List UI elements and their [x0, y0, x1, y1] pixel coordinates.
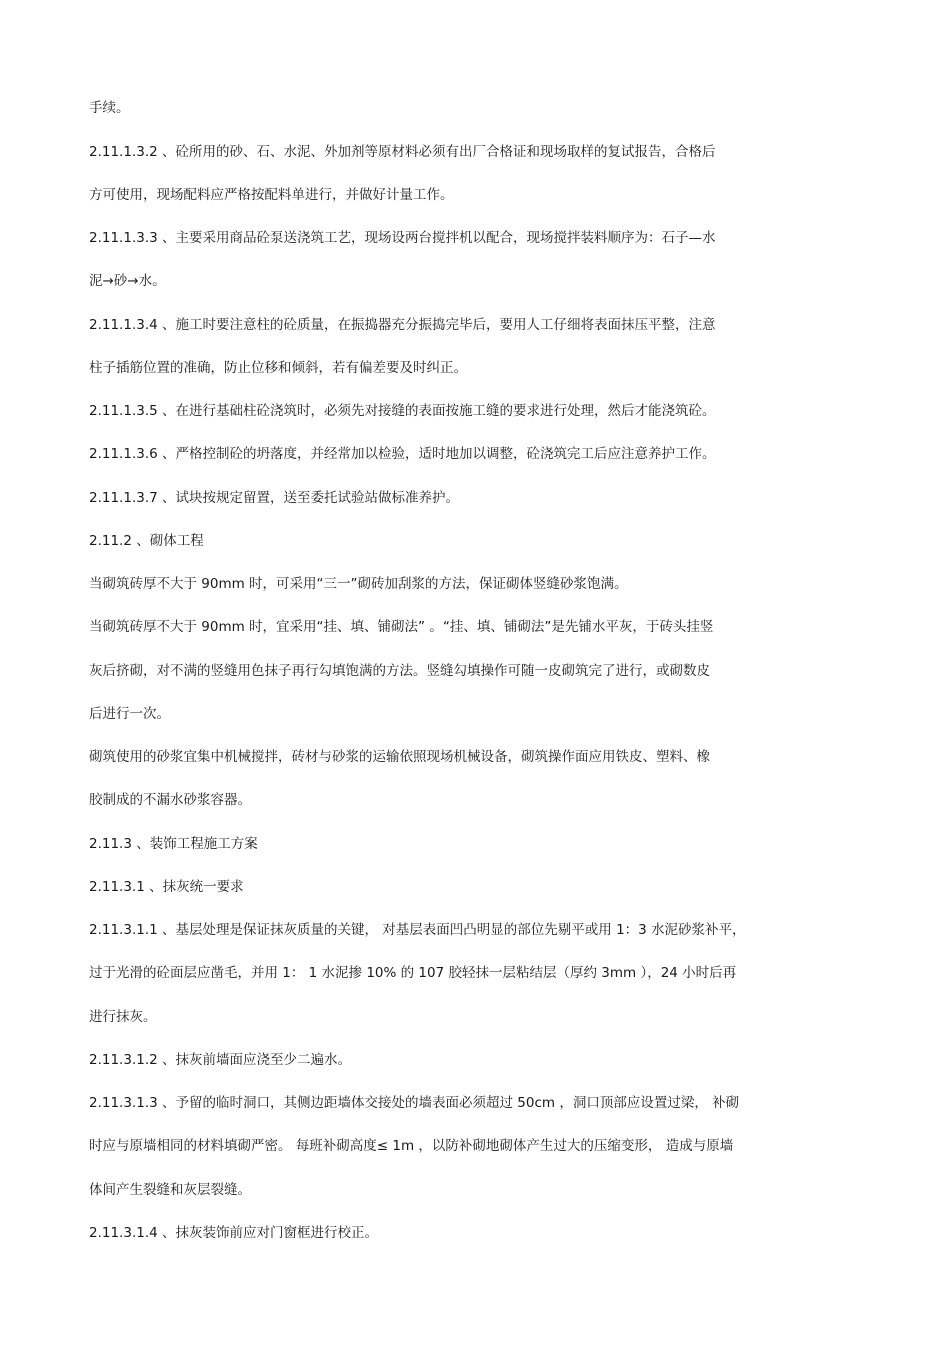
text-line-10: 2.11.1.3.7 、试块按规定留置，送至委托试验站做标准养护。 — [89, 490, 459, 506]
text-line-20: 2.11.3.1.1 、基层处理是保证抹灰质量的关键， 对基层表面凹凸明显的部位先剔平或用 1：3 水泥砂浆补平， — [89, 922, 746, 938]
text-line-18: 2.11.3 、装饰工程施工方案 — [89, 836, 258, 852]
text-line-24: 2.11.3.1.3 、予留的临时洞口，其侧边距墙体交接处的墙表面必须超过 50cm ，洞口顶部应设置过梁， 补砌 — [89, 1095, 740, 1111]
text-line-8: 2.11.1.3.5 、在进行基础柱砼浇筑时，必须先对接缝的表面按施工缝的要求进行处理，然后才能浇筑砼。 — [89, 403, 716, 419]
text-line-15: 后进行一次。 — [89, 706, 170, 722]
text-line-9: 2.11.1.3.6 、严格控制砼的坍落度，并经常加以检验，适时地加以调整，砼浇筑完工后应注意养护工作。 — [89, 446, 716, 462]
text-line-22: 进行抹灰。 — [89, 1009, 157, 1025]
text-line-16: 砌筑使用的砂浆宜集中机械搅拌，砖材与砂浆的运输依照现场机械设备，砌筑操作面应用铁皮、塑料、橡 — [89, 749, 710, 765]
text-line-3: 方可使用，现场配料应严格按配料单进行，并做好计量工作。 — [89, 187, 454, 203]
text-line-2: 2.11.1.3.2 、砼所用的砂、石、水泥、外加剂等原材料必须有出厂合格证和现场取样的复试报告，合格后 — [89, 144, 716, 160]
text-line-1: 手续。 — [89, 100, 130, 116]
text-line-7: 柱子插筋位置的准确，防止位移和倾斜，若有偏差要及时纠正。 — [89, 360, 467, 376]
text-line-12: 当砌筑砖厚不大于 90mm 时，可采用“三一”砌砖加刮浆的方法，保证砌体竖缝砂浆饱满。 — [89, 576, 628, 592]
text-line-17: 胶制成的不漏水砂浆容器。 — [89, 792, 251, 808]
text-line-21: 过于光滑的砼面层应凿毛，并用 1： 1 水泥掺 10% 的 107 胶轻抹一层粘结层（厚约 3mm ），24 小时后再 — [89, 965, 737, 981]
text-line-25: 时应与原墙相同的材料填砌严密。 每班补砌高度≤ 1m ，以防补砌地砌体产生过大的压缩变形， 造成与原墙 — [89, 1138, 734, 1154]
text-line-14: 灰后挤砌，对不满的竖缝用色抹子再行勾填饱满的方法。竖缝勾填操作可随一皮砌筑完了进行，或砌数皮 — [89, 663, 710, 679]
text-line-5: 泥→砂→水。 — [89, 273, 166, 289]
text-line-4: 2.11.1.3.3 、主要采用商品砼泵送浇筑工艺，现场设两台搅拌机以配合，现场搅拌装料顺序为：石子—水 — [89, 230, 716, 246]
text-line-27: 2.11.3.1.4 、抹灰装饰前应对门窗框进行校正。 — [89, 1225, 378, 1241]
text-line-23: 2.11.3.1.2 、抹灰前墙面应浇至少二遍水。 — [89, 1052, 351, 1068]
text-line-11: 2.11.2 、砌体工程 — [89, 533, 204, 549]
text-line-6: 2.11.1.3.4 、施工时要注意柱的砼质量，在振捣器充分振捣完毕后，要用人工仔细将表面抹压平整，注意 — [89, 317, 716, 333]
text-line-19: 2.11.3.1 、抹灰统一要求 — [89, 879, 244, 895]
text-line-13: 当砌筑砖厚不大于 90mm 时，宜采用“挂、填、铺砌法” 。“挂、填、铺砌法”是先铺水平灰，于砖头挂竖 — [89, 619, 714, 635]
text-line-26: 体间产生裂缝和灰层裂缝。 — [89, 1182, 251, 1198]
